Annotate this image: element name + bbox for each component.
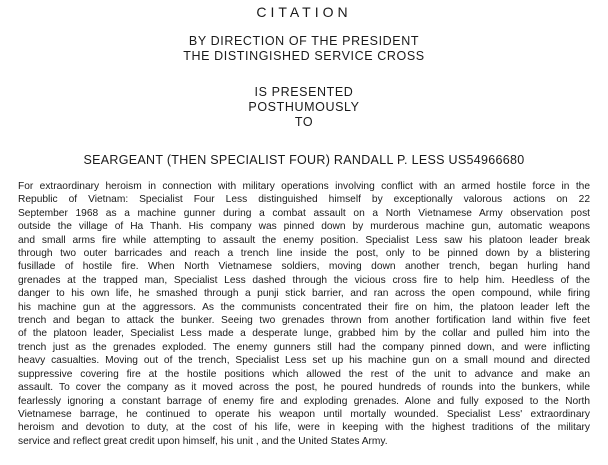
heading-line-presented: IS PRESENTED <box>254 85 354 99</box>
body-line: heroism and devotion to duty, at the cost of his life, were in keeping with the highest traditions of the military <box>18 422 590 434</box>
body-line: his machine gun at the aggressors. As the communists concentrated their fire on him, the platoon leader left the <box>18 301 590 313</box>
body-line: Republic of Vietnam: Specialist Four Less distinguished himself by exceptionally valorous actions on 22 <box>18 194 590 206</box>
body-line: trench and began to attack the bunker. Seeing two grenades thrown from another fortification land within five feet <box>18 315 590 327</box>
heading-line-direction: BY DIRECTION OF THE PRESIDENT <box>188 34 420 48</box>
body-line: outside the village of Ha Thanh. His company was pinned down by murderous machine gun, automatic weapons <box>18 221 590 233</box>
body-line: grenades at the trapped man, Specialist Less dashed through the vicious cross fire to help him. Heedless of the <box>18 274 590 286</box>
citation-body <box>18 180 590 448</box>
body-line: fearlessly ignoring a constant barrage of enemy fire and exploding grenades. Alone and fully exposed to the North <box>18 395 590 407</box>
heading-line-award: THE DISTINGISHED SERVICE CROSS <box>183 49 425 63</box>
body-line: fusillade of hostile fire. When North Vietnamese soldiers, moving down another trench, began hurling hand <box>18 261 590 273</box>
body-line: suppressive covering fire at the hostile positions which allowed the rest of the unit to advance and make an <box>18 368 590 380</box>
body-line: heavy casualties. Moving out of the trench, Specialist Less set up his machine gun on a small mound and directed <box>18 355 590 367</box>
heading-line-to: TO <box>294 115 314 129</box>
body-line: danger to his own life, he smashed through a punji stick barrier, and ran across the open compound, while firing <box>18 288 590 300</box>
body-line: through two outer barricades and reach a trench line inside the post, only to be pinned down by a blistering <box>18 248 590 260</box>
body-line: assault. To cover the company as it moved across the post, he poured hundreds of rounds into the bunkers, while <box>18 382 590 394</box>
heading-line-posthumously: POSTHUMOUSLY <box>248 100 360 114</box>
body-line: service and reflect great credit upon himself, his unit , and the United States Army. <box>18 435 388 447</box>
body-line: For extraordinary heroism in connection with military operations involving conflict with an armed hostile force in the <box>18 181 590 192</box>
citation-title: CITATION <box>256 4 352 20</box>
body-line: September 1968 as a machine gunner during a combat assault on a North Vietnamese Army observation post <box>18 207 590 219</box>
recipient-name: SEARGEANT (THEN SPECIALIST FOUR) RANDALL P. LESS US54966680 <box>83 153 525 167</box>
body-line: Vietnamese barrage, he continued to operate his weapon until mortally wounded. Specialist Less' extraordinary <box>18 408 590 420</box>
body-line: trench just as the grenades exploded. The enemy gunners still had the company pinned down, and were inflicting <box>18 341 590 353</box>
body-line: of the platoon leader, Specialist Less made a desperate lunge, grabbed him by the collar and pulled him into the <box>18 328 590 340</box>
body-line: and small arms fire while attempting to assault the enemy position. Specialist Less saw his platoon leader break <box>18 234 590 246</box>
